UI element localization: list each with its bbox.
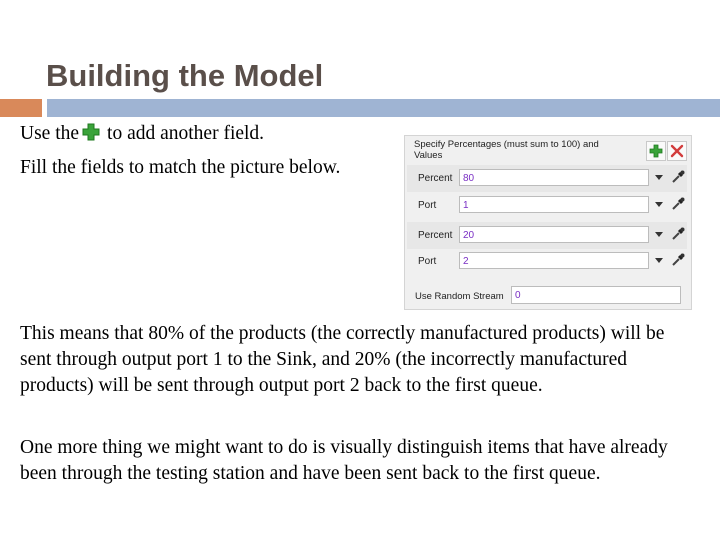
- instruction-line-1: [20, 121, 264, 147]
- port-input-1[interactable]: 1: [459, 196, 649, 213]
- remove-field-button[interactable]: [667, 141, 687, 161]
- percent-row-2: [407, 222, 687, 249]
- row-label: Port: [418, 200, 437, 211]
- next-step-paragraph: One more thing we might want to do is visually distinguish items that have already been through the testing station and have been sent back to the first queue.: [20, 437, 668, 484]
- plus-icon: [81, 122, 101, 142]
- eyedropper-icon[interactable]: [670, 252, 686, 268]
- eyedropper-icon[interactable]: [670, 169, 686, 185]
- chevron-down-icon[interactable]: [655, 232, 663, 237]
- percent-row-1: [407, 165, 687, 192]
- chevron-down-icon[interactable]: [655, 202, 663, 207]
- instruction-suffix: to add another field.: [107, 123, 265, 144]
- slide-title: Building the Model: [46, 58, 324, 93]
- panel-title: Specify Percentages (must sum to 100) and Values: [414, 139, 599, 161]
- port-input-2[interactable]: 2: [459, 252, 649, 269]
- chevron-down-icon[interactable]: [655, 258, 663, 263]
- explanation-paragraph: This means that 80% of the products (the correctly manufactured products) will be sent through output port 1 to the Sink, and 20% (the incorrectly manufactured products) will be sent through output port 2 back to the first queue.: [20, 323, 665, 396]
- percentages-panel: [404, 135, 692, 310]
- port-row-1: [407, 192, 687, 219]
- row-label: Percent: [418, 173, 453, 184]
- row-label: Port: [418, 256, 437, 267]
- random-stream-input[interactable]: 0: [511, 286, 681, 304]
- eyedropper-icon[interactable]: [670, 196, 686, 212]
- instruction-line-2: Fill the fields to match the picture below.: [20, 157, 341, 178]
- port-row-2: [407, 248, 687, 275]
- percent-input-1[interactable]: 80: [459, 169, 649, 186]
- instruction-prefix: Use the: [20, 123, 80, 144]
- header-bar: [47, 99, 720, 117]
- add-field-button[interactable]: [646, 141, 666, 161]
- accent-bar: [0, 99, 42, 117]
- percent-input-2[interactable]: 20: [459, 226, 649, 243]
- row-label: Percent: [418, 230, 453, 241]
- random-stream-label: Use Random Stream: [415, 291, 504, 302]
- chevron-down-icon[interactable]: [655, 175, 663, 180]
- eyedropper-icon[interactable]: [670, 226, 686, 242]
